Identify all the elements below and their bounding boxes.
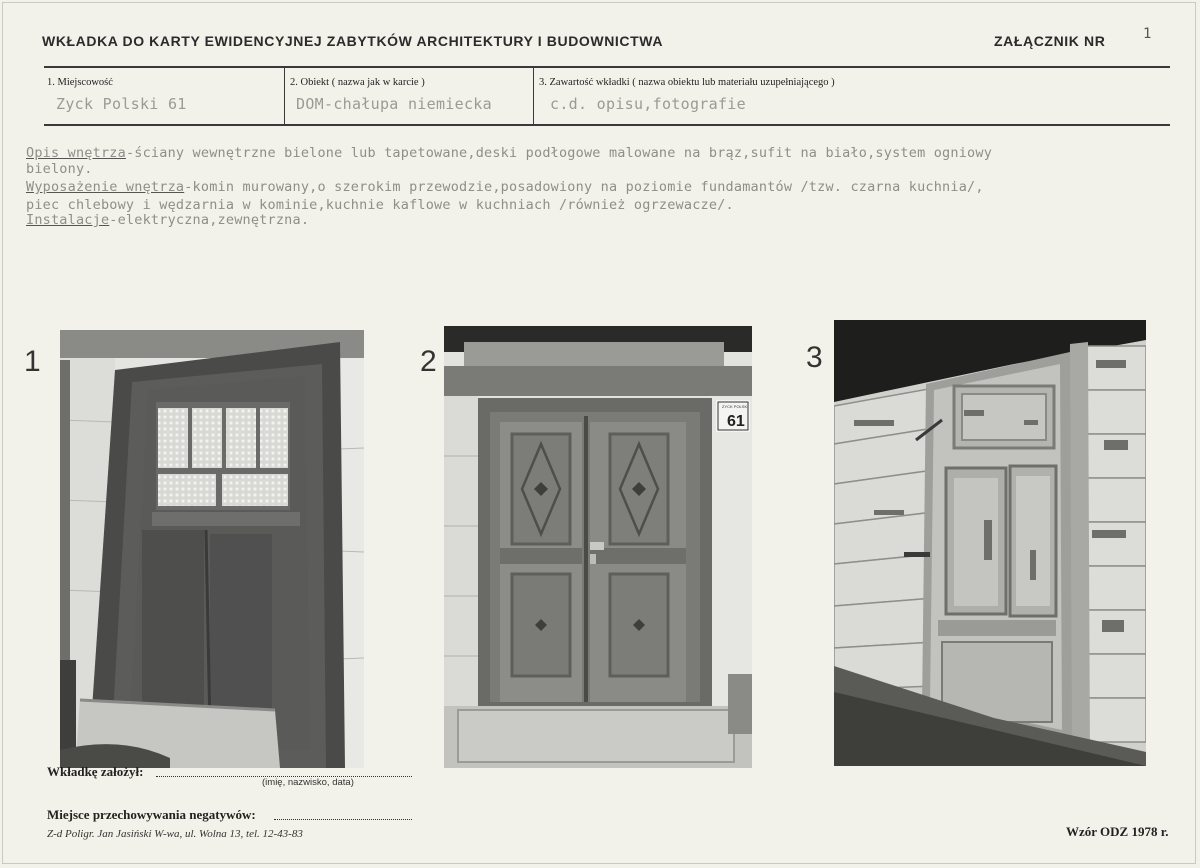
card-title: WKŁADKA DO KARTY EWIDENCYJNEJ ZABYTKÓW ARCHITEKTURY I BUDOWNICTWA [42,33,664,49]
equipment-heading: Wyposażenie wnętrza [26,179,185,195]
content-value: c.d. opisu,fotografie [550,95,746,113]
interior-text-cont: bielony. [26,161,93,177]
equipment-text: -komin murowany,o szerokim przewodzie,posadowiony na poziomie fundamantów /tzw. czarna kuchnia/, [184,179,984,195]
house-sign-street: ZYCK POLSKI [722,404,749,409]
created-by-hint: (imię, nazwisko, data) [262,777,354,788]
installations-text: -elektryczna,zewnętrzna. [109,212,310,228]
photo-2-image [444,326,752,768]
photo-2-double-door [444,326,752,768]
photo-3-wall-door [834,320,1146,766]
interior-text: -ściany wewnętrzne bielone lub tapetowane,deski podłogowe malowane na brąz,sufit na biało,system ogniowy [125,145,993,161]
photo-1-image [60,330,364,768]
form-divider-2 [533,68,534,124]
form-divider-1 [284,68,285,124]
object-value: DOM-chałupa niemiecka [296,95,492,113]
equipment-text-cont: piec chlebowy i wędzarnia w kominie,kuchnie kaflowe w kuchniach /również ogrzewacze/. [26,197,734,213]
location-value: Zyck Polski 61 [56,95,187,113]
photo-3-image [834,320,1146,766]
photo-number-3: 3 [806,341,823,374]
form-rule-top [44,66,1170,68]
house-sign-number: 61 [727,413,745,430]
form-model: Wzór ODZ 1978 r. [1066,824,1169,839]
photo-number-1: 1 [24,345,41,378]
printer-note: Z-d Poligr. Jan Jasiński W-wa, ul. Wolna 13, tel. 12-43-83 [47,828,303,840]
form-rule-bottom [44,124,1170,126]
created-by-label: Wkładkę założył: [47,764,144,779]
interior-heading: Opis wnętrza [26,145,126,161]
interior-description [26,145,992,161]
attachment-label: ZAŁĄCZNIK NR [994,33,1106,49]
negatives-line[interactable] [274,819,412,820]
attachment-number: 1 [1143,26,1152,42]
content-label: 3. Zawartość wkładki ( nazwa obiektu lub materiału uzupełniającego ) [539,77,835,88]
photo-number-2: 2 [420,345,437,378]
equipment-description [26,179,984,195]
negatives-label: Miejsce przechowywania negatywów: [47,807,256,822]
installations-heading: Instalacje [26,212,110,228]
location-label: 1. Miejscowość [47,77,113,88]
installations-description [26,212,309,228]
photo-1-door [60,330,364,768]
object-label: 2. Obiekt ( nazwa jak w karcie ) [290,77,425,88]
